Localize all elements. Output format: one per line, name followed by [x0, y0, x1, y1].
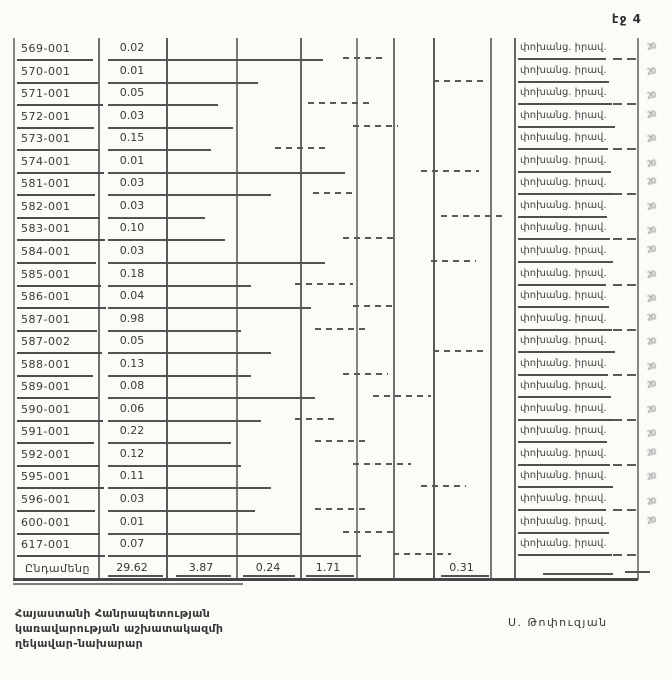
broken-scan-line [343, 237, 393, 239]
table-row [13, 38, 656, 61]
right-category-text: փոխանց. իրավ. [520, 538, 607, 550]
right-category-text: փոխանց. իրավ. [520, 267, 607, 279]
broken-scan-line [431, 260, 476, 262]
margin-artifact-mark: 20 [646, 336, 656, 347]
total-cell: 29.62 [116, 561, 148, 574]
table-row [13, 309, 656, 332]
broken-scan-line [295, 283, 353, 285]
area-value-text: 0.10 [119, 221, 145, 235]
margin-artifact-mark: 20 [646, 225, 656, 237]
right-category-text: փոխանց. իրավ. [520, 42, 607, 53]
total-cell: 3.87 [188, 561, 214, 574]
area-value-text: 0.05 [119, 86, 145, 100]
right-category-text: փոխանց. իրավ. [520, 357, 607, 369]
area-value-text: 0.08 [119, 379, 145, 393]
broken-scan-line [313, 192, 353, 194]
broken-scan-line [433, 350, 483, 352]
margin-artifact-mark: 20 [646, 428, 656, 439]
parcel-id-text: 595-001 [21, 470, 71, 484]
broken-scan-line [315, 508, 365, 510]
table-row [13, 241, 656, 264]
right-category-text: փոխանց. իրավ. [520, 290, 607, 302]
area-value-text: 0.07 [119, 537, 145, 551]
broken-scan-line [421, 170, 479, 172]
table-bottom-border [13, 578, 638, 581]
broken-scan-line [393, 553, 451, 555]
parcel-id-text: 571-001 [21, 87, 71, 101]
parcel-id-text: 617-001 [21, 538, 71, 552]
table-row [13, 173, 656, 196]
table-row [13, 264, 656, 287]
area-value-text: 0.03 [119, 108, 145, 122]
table-row [13, 354, 656, 377]
footer-office-text-line: կառավարության աշխատակազմի [15, 622, 224, 635]
margin-artifact-mark: 20 [646, 471, 656, 483]
parcel-id-text: 586-001 [21, 290, 71, 304]
table-row [13, 421, 656, 444]
margin-artifact-mark: 20 [646, 293, 656, 304]
margin-artifact-mark: 20 [646, 361, 656, 372]
area-value-text: 0.06 [119, 401, 145, 415]
area-value-text: 0.03 [119, 492, 145, 505]
right-category-text: փոխանց. իրավ. [520, 515, 607, 527]
area-value-text: 0.13 [119, 356, 145, 370]
broken-scan-line [421, 485, 466, 487]
table-bottom-border-secondary [13, 583, 243, 585]
parcel-id-text: 591-001 [21, 425, 71, 439]
right-category-text: փոխանց. իրավ. [520, 199, 607, 211]
margin-artifact-mark: 20 [646, 404, 656, 415]
area-value-text: 0.01 [119, 153, 145, 167]
parcel-id-text: 574-001 [21, 154, 71, 168]
area-value-text: 0.02 [119, 41, 145, 54]
total-label: Ընդամենը [25, 562, 90, 575]
broken-scan-line [353, 305, 393, 307]
table-row [13, 128, 656, 151]
table-total-row [13, 556, 638, 579]
area-value-text: 0.04 [119, 289, 145, 303]
margin-artifact-mark: 20 [646, 90, 656, 101]
parcel-id-text: 573-001 [21, 132, 71, 146]
area-value-text: 0.11 [119, 469, 145, 483]
area-value-text: 0.01 [119, 63, 145, 77]
area-value-text: 0.05 [119, 334, 145, 348]
margin-artifact-mark: 20 [646, 244, 656, 255]
parcel-id-text: 592-001 [21, 447, 71, 461]
table-row [13, 331, 656, 354]
broken-scan-line [353, 463, 411, 465]
margin-artifact-mark: 20 [646, 379, 656, 390]
right-category-text: փոխանց. իրավ. [520, 154, 607, 166]
margin-artifact-mark: 20 [646, 268, 656, 280]
broken-scan-line [315, 328, 370, 330]
table-row [13, 512, 656, 535]
area-value-text: 0.22 [119, 424, 145, 438]
parcel-id-text: 587-001 [21, 312, 71, 326]
table-row [13, 444, 656, 467]
parcel-id-text: 583-001 [21, 222, 71, 236]
parcel-id-text: 569-001 [21, 42, 71, 55]
margin-artifact-mark: 20 [646, 176, 656, 187]
area-value-text: 0.03 [119, 176, 145, 190]
right-category-text: փոխանց. իրավ. [520, 402, 607, 414]
parcel-id-text: 590-001 [21, 402, 71, 416]
total-value-underline [306, 575, 354, 577]
area-value-text: 0.12 [119, 446, 145, 460]
margin-artifact-mark: 20 [646, 108, 656, 120]
right-category-text: փոխանց. իրավ. [520, 177, 607, 189]
area-value-text: 0.03 [119, 198, 145, 212]
broken-scan-line [343, 373, 388, 375]
right-category-text: փոխանց. իրավ. [520, 222, 607, 234]
area-value-text: 0.18 [119, 266, 145, 280]
right-category-text: փոխանց. իրավ. [520, 447, 607, 459]
margin-artifact-mark: 20 [646, 447, 656, 458]
right-category-text: փոխանց. իրավ. [520, 380, 607, 392]
table-row [13, 399, 656, 422]
margin-artifact-mark: 20 [646, 65, 656, 77]
parcel-id-text: 589-001 [21, 380, 71, 394]
parcel-id-text: 584-001 [21, 244, 71, 258]
right-category-text: փոխանց. իրավ. [520, 87, 607, 99]
broken-scan-line [441, 215, 507, 217]
broken-scan-line [295, 418, 335, 420]
parcel-id-text: 587-002 [21, 335, 71, 349]
broken-scan-line [275, 147, 325, 149]
margin-artifact-mark: 20 [646, 201, 656, 212]
table-row [13, 286, 656, 309]
right-category-text: փոխանց. իրավ. [520, 312, 607, 324]
table-row [13, 196, 656, 219]
total-value-underline [243, 575, 295, 577]
parcel-id-text: 570-001 [21, 64, 71, 78]
footer-office-text [15, 606, 223, 651]
right-category-text: փոխանց. իրավ. [520, 335, 607, 347]
table-row [13, 534, 638, 557]
margin-artifact-mark: 20 [646, 311, 656, 323]
footer-office-text-line: ղեկավար-նախարար [15, 637, 144, 650]
parcel-id-text: 588-001 [21, 357, 71, 371]
total-value-underline [108, 575, 163, 577]
table-row [13, 376, 656, 399]
area-value-text: 0.15 [119, 131, 145, 145]
page-number-label: էջ 4 [611, 12, 642, 26]
total-cell: 1.71 [315, 561, 341, 574]
footer-office-text-line: Հայաստանի Հանրապետության [15, 607, 211, 620]
right-category-text: փոխանց. իրավ. [520, 132, 607, 144]
table-row [13, 61, 656, 84]
area-value-text: 0.03 [119, 243, 145, 257]
signature-name: Ս. Թոփուզյան [508, 616, 608, 629]
total-trailing-line [625, 571, 650, 573]
broken-scan-line [343, 531, 398, 533]
parcel-id-text: 572-001 [21, 109, 71, 123]
table-row [13, 106, 656, 129]
parcel-id-text: 596-001 [21, 493, 71, 506]
broken-scan-line [373, 395, 431, 397]
table-row [13, 151, 656, 174]
right-category-text: փոխանց. իրավ. [520, 244, 607, 256]
right-category-text: փոխանց. իրավ. [520, 64, 607, 76]
parcel-id-text: 581-001 [21, 177, 71, 191]
table-row [13, 83, 656, 106]
margin-artifact-mark: 20 [646, 514, 656, 526]
right-category-text: փոխանց. իրավ. [520, 493, 607, 504]
broken-scan-line [315, 440, 365, 442]
area-value-text: 0.01 [119, 514, 145, 528]
broken-scan-line [353, 125, 398, 127]
table-row [13, 466, 656, 489]
total-value-underline [176, 575, 231, 577]
total-cell: 0.31 [449, 561, 474, 574]
broken-scan-line [308, 102, 370, 104]
broken-scan-line [433, 80, 488, 82]
right-category-text: փոխանց. իրավ. [520, 470, 607, 482]
margin-artifact-mark: 20 [646, 133, 656, 144]
area-value-text: 0.98 [119, 311, 145, 325]
margin-artifact-mark: 20 [646, 496, 656, 507]
parcel-id-text: 600-001 [21, 515, 71, 529]
margin-artifact-mark: 20 [646, 158, 656, 169]
right-category-text: փոխանց. իրավ. [520, 109, 607, 121]
parcel-id-text: 585-001 [21, 267, 71, 281]
table-row [13, 489, 656, 512]
parcel-id-text: 582-001 [21, 199, 71, 213]
right-category-text: փոխանց. իրավ. [520, 425, 607, 437]
broken-scan-line [343, 57, 385, 59]
margin-artifact-mark: 20 [646, 41, 656, 52]
total-value-underline [441, 575, 489, 577]
table-row [13, 218, 656, 241]
total-trailing-line [543, 573, 613, 575]
total-cell: 0.24 [255, 561, 281, 574]
